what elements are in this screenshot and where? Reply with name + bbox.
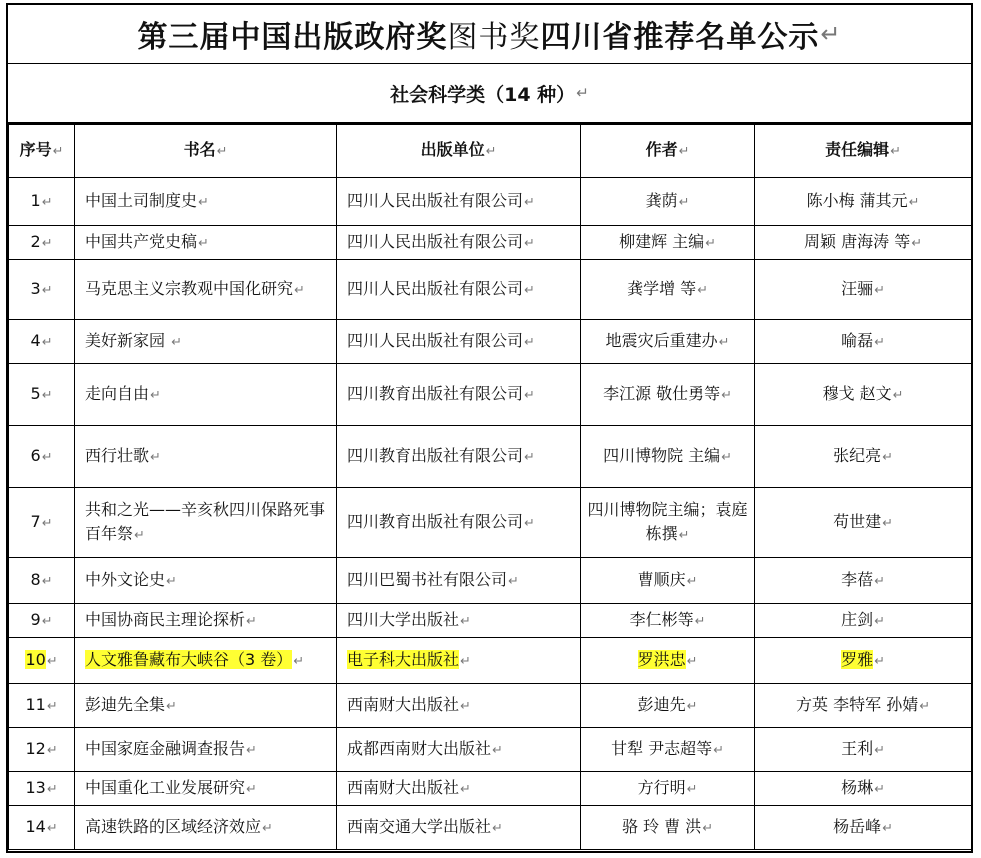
- book-title-cell: [75, 488, 337, 558]
- document-sheet: [6, 3, 973, 853]
- editor: 李蓓: [841, 569, 874, 589]
- publisher-cell: [337, 226, 581, 260]
- book-title-cell: [75, 604, 337, 638]
- paragraph-mark: ↵: [686, 781, 698, 797]
- paragraph-mark: ↵: [460, 781, 471, 797]
- paragraph-mark: ↵: [492, 742, 503, 758]
- author: 地震灾后重建办: [605, 330, 718, 350]
- paragraph-mark: ↵: [492, 820, 503, 836]
- author-cell: [581, 806, 755, 850]
- paragraph-mark: ↵: [694, 613, 706, 629]
- row-number: 4: [30, 330, 41, 350]
- publisher-cell: [337, 728, 581, 772]
- publisher: 四川人民出版社有限公司: [347, 190, 524, 210]
- book-title: 彭迪先全集: [85, 694, 166, 714]
- editor-cell: [755, 488, 972, 558]
- row-number: 8: [30, 569, 41, 589]
- paragraph-mark: ↵: [460, 653, 471, 669]
- editor-cell: [755, 684, 972, 728]
- paragraph-mark: ↵: [874, 781, 885, 797]
- row-number: 7: [30, 511, 41, 531]
- editor: 苟世建: [833, 511, 882, 531]
- paragraph-mark: ↵: [908, 194, 920, 210]
- book-title: 人文雅鲁藏布大峡谷（3 卷）: [85, 649, 293, 669]
- table-row: [9, 426, 972, 488]
- paragraph-mark: ↵: [524, 235, 535, 251]
- paragraph-mark: ↵: [718, 334, 730, 350]
- table-row: [9, 178, 972, 226]
- book-title: 高速铁路的区域经济效应: [85, 816, 262, 836]
- editor-cell: [755, 604, 972, 638]
- publisher: 四川教育出版社有限公司: [347, 511, 524, 531]
- paragraph-mark: ↵: [41, 449, 53, 465]
- table-row: [9, 260, 972, 320]
- editor-cell: [755, 728, 972, 772]
- paragraph-mark: ↵: [882, 515, 893, 531]
- author: 龚荫: [645, 190, 678, 210]
- paragraph-mark: ↵: [874, 613, 885, 629]
- row-number: 11: [25, 694, 46, 714]
- paragraph-mark: ↵: [460, 613, 471, 629]
- editor: 陈小梅 蒲其元: [806, 190, 908, 210]
- author: 曹顺庆: [637, 569, 686, 589]
- author: 柳建辉 主编: [619, 231, 705, 251]
- paragraph-mark: ↵: [46, 698, 58, 714]
- paragraph-mark: ↵: [882, 449, 893, 465]
- editor: 杨岳峰: [833, 816, 882, 836]
- paragraph-mark: ↵: [198, 235, 209, 251]
- row-number-cell: [9, 772, 75, 806]
- paragraph-mark: ↵: [705, 235, 716, 251]
- editor: 庄剑: [841, 609, 874, 629]
- book-title-cell: [75, 226, 337, 260]
- book-title: 中国土司制度史: [85, 190, 198, 210]
- paragraph-mark: ↵: [198, 194, 209, 210]
- paragraph-mark: ↵: [246, 781, 257, 797]
- paragraph-mark: ↵: [524, 449, 535, 465]
- book-title: 中外文论史: [85, 569, 166, 589]
- paragraph-mark: ↵: [293, 653, 305, 669]
- paragraph-mark: ↵: [702, 820, 713, 836]
- row-number-cell: [9, 426, 75, 488]
- category-subtitle: [8, 64, 971, 124]
- paragraph-mark: ↵: [134, 527, 145, 543]
- table-row: [9, 772, 972, 806]
- paragraph-mark: ↵: [166, 573, 177, 589]
- row-number: 6: [30, 445, 41, 465]
- author-cell: [581, 638, 755, 684]
- author: 四川博物院主编；袁庭栋撰: [587, 499, 748, 543]
- row-number: 5: [30, 383, 41, 403]
- author-cell: [581, 488, 755, 558]
- paragraph-mark: ↵: [911, 235, 922, 251]
- editor: 杨琳: [841, 777, 874, 797]
- editor: 喻磊: [841, 330, 874, 350]
- editor: 汪骊: [841, 278, 874, 298]
- paragraph-mark: ↵: [46, 820, 58, 836]
- row-number-cell: [9, 806, 75, 850]
- author-cell: [581, 178, 755, 226]
- editor: 周颖 唐海涛 等: [804, 231, 911, 251]
- publisher: 西南财大出版社: [347, 694, 460, 714]
- publisher: 成都西南财大出版社: [347, 738, 492, 758]
- publisher: 四川大学出版社: [347, 609, 460, 629]
- publisher: 四川人民出版社有限公司: [347, 231, 524, 251]
- row-number: 10: [25, 649, 46, 669]
- publisher-cell: [337, 806, 581, 850]
- author: 骆 玲 曹 洪: [622, 816, 702, 836]
- paragraph-mark: ↵: [41, 515, 53, 531]
- book-title-cell: [75, 320, 337, 364]
- paragraph-mark: ↵: [524, 282, 535, 298]
- row-number: 9: [30, 609, 41, 629]
- book-title-cell: [75, 638, 337, 684]
- paragraph-mark: ↵: [246, 742, 257, 758]
- table-row: [9, 638, 972, 684]
- book-title: 马克思主义宗教观中国化研究: [85, 278, 294, 298]
- title-part3: 四川省推荐名单公示: [540, 20, 820, 55]
- editor: 张纪亮: [833, 445, 882, 465]
- publisher-cell: [337, 638, 581, 684]
- paragraph-mark: ↵: [41, 387, 53, 403]
- table-row: [9, 364, 972, 426]
- paragraph-mark: ↵: [874, 334, 885, 350]
- paragraph-mark: ↵: [41, 194, 53, 210]
- author-cell: [581, 558, 755, 604]
- paragraph-mark: ↵: [882, 820, 893, 836]
- book-title-cell: [75, 806, 337, 850]
- author-cell: [581, 772, 755, 806]
- row-number-cell: [9, 178, 75, 226]
- paragraph-mark: ↵: [874, 653, 885, 669]
- row-number: 14: [25, 816, 46, 836]
- author-cell: [581, 426, 755, 488]
- book-title-cell: [75, 364, 337, 426]
- book-title-cell: [75, 178, 337, 226]
- header-cell: 作者↵: [581, 125, 755, 178]
- header-cell: 出版单位↵: [337, 125, 581, 178]
- editor-cell: [755, 226, 972, 260]
- table-row: [9, 226, 972, 260]
- author-cell: [581, 684, 755, 728]
- editor: 罗雅: [841, 649, 874, 669]
- publisher-cell: [337, 320, 581, 364]
- table-row: [9, 806, 972, 850]
- row-number-cell: [9, 364, 75, 426]
- editor-cell: [755, 320, 972, 364]
- paragraph-mark: ↵: [46, 781, 58, 797]
- page-title: [8, 5, 971, 64]
- category-subtitle-text: 社会科学类（14 种）: [390, 83, 576, 106]
- paragraph-mark: ↵: [46, 653, 58, 669]
- table-row: [9, 684, 972, 728]
- table-row: [9, 558, 972, 604]
- paragraph-mark: ↵: [508, 573, 519, 589]
- paragraph-mark: ↵: [686, 653, 698, 669]
- editor-cell: [755, 260, 972, 320]
- author: 李江源 敬仕勇等: [603, 383, 721, 403]
- paragraph-mark: ↵: [41, 282, 53, 298]
- paragraph-mark: ↵: [576, 84, 589, 102]
- editor: 穆戈 赵文: [822, 383, 892, 403]
- paragraph-mark: ↵: [262, 820, 273, 836]
- editor: 王利: [841, 738, 874, 758]
- book-title-cell: [75, 260, 337, 320]
- row-number-cell: [9, 320, 75, 364]
- paragraph-mark: ↵: [919, 698, 930, 714]
- author-cell: [581, 364, 755, 426]
- table-row: [9, 728, 972, 772]
- author-cell: [581, 604, 755, 638]
- book-title: 西行壮歌: [85, 445, 150, 465]
- author: 甘犁 尹志超等: [611, 738, 713, 758]
- publisher: 四川巴蜀书社有限公司: [347, 569, 508, 589]
- paragraph-mark: ↵: [41, 573, 53, 589]
- title-part2: 图书奖: [447, 20, 541, 55]
- row-number-cell: [9, 604, 75, 638]
- paragraph-mark: ↵: [294, 282, 305, 298]
- paragraph-mark: ↵: [41, 334, 53, 350]
- publisher-cell: [337, 260, 581, 320]
- paragraph-mark: ↵: [171, 334, 182, 350]
- editor-cell: [755, 772, 972, 806]
- table-row: [9, 604, 972, 638]
- row-number: 2: [30, 231, 41, 251]
- paragraph-mark: ↵: [150, 449, 161, 465]
- editor-cell: [755, 638, 972, 684]
- editor-cell: [755, 178, 972, 226]
- author: 李仁彬等: [629, 609, 694, 629]
- publisher-cell: [337, 558, 581, 604]
- book-title: 中国家庭金融调查报告: [85, 738, 246, 758]
- editor-cell: [755, 806, 972, 850]
- paragraph-mark: ↵: [524, 387, 535, 403]
- publisher-cell: [337, 426, 581, 488]
- table-header-row: [9, 125, 972, 178]
- paragraph-mark: ↵: [246, 613, 257, 629]
- paragraph-mark: ↵: [721, 387, 732, 403]
- editor: 方英 李特军 孙婧: [796, 694, 919, 714]
- header-cell: 书名↵: [75, 125, 337, 178]
- book-title: 共和之光——辛亥秋四川保路死事百年祭: [85, 499, 326, 543]
- paragraph-mark: ↵: [460, 698, 471, 714]
- paragraph-mark: ↵: [874, 282, 885, 298]
- book-title: 走向自由: [85, 383, 150, 403]
- paragraph-mark: ↵: [524, 194, 535, 210]
- book-title-cell: [75, 728, 337, 772]
- row-number-cell: [9, 558, 75, 604]
- row-number: 12: [25, 738, 46, 758]
- author: 方行明: [637, 777, 686, 797]
- table-row: [9, 320, 972, 364]
- publisher: 西南财大出版社: [347, 777, 460, 797]
- publisher-cell: [337, 772, 581, 806]
- author: 彭迪先: [637, 694, 686, 714]
- book-title: 美好新家园: [85, 330, 171, 350]
- book-title: 中国协商民主理论探析: [85, 609, 246, 629]
- publisher: 西南交通大学出版社: [347, 816, 492, 836]
- publisher: 四川教育出版社有限公司: [347, 383, 524, 403]
- row-number-cell: [9, 638, 75, 684]
- author-cell: [581, 320, 755, 364]
- row-number-cell: [9, 226, 75, 260]
- publisher-cell: [337, 178, 581, 226]
- row-number: 3: [30, 278, 41, 298]
- row-number: 13: [25, 777, 46, 797]
- book-title-cell: [75, 426, 337, 488]
- header-cell: 责任编辑↵: [755, 125, 972, 178]
- book-title-cell: [75, 684, 337, 728]
- book-title-cell: [75, 772, 337, 806]
- paragraph-mark: ↵: [820, 20, 842, 48]
- row-number-cell: [9, 728, 75, 772]
- book-title: 中国共产党史稿: [85, 231, 198, 251]
- editor-cell: [755, 558, 972, 604]
- editor-cell: [755, 364, 972, 426]
- author-cell: [581, 728, 755, 772]
- paragraph-mark: ↵: [697, 282, 708, 298]
- publisher-cell: [337, 684, 581, 728]
- editor-cell: [755, 426, 972, 488]
- header-cell: 序号↵: [9, 125, 75, 178]
- publisher: 电子科大出版社: [347, 649, 460, 669]
- paragraph-mark: ↵: [678, 527, 690, 543]
- book-title: 中国重化工业发展研究: [85, 777, 246, 797]
- row-number-cell: [9, 260, 75, 320]
- row-number: 1: [30, 190, 41, 210]
- row-number-cell: [9, 488, 75, 558]
- table-row: [9, 488, 972, 558]
- paragraph-mark: ↵: [713, 742, 724, 758]
- author: 四川博物院 主编: [603, 445, 721, 465]
- title-part1: 第三届中国出版政府奖: [137, 20, 448, 55]
- author-cell: [581, 226, 755, 260]
- author: 龚学增 等: [627, 278, 697, 298]
- paragraph-mark: ↵: [874, 742, 885, 758]
- author-cell: [581, 260, 755, 320]
- publisher: 四川教育出版社有限公司: [347, 445, 524, 465]
- publisher-cell: [337, 604, 581, 638]
- paragraph-mark: ↵: [524, 515, 535, 531]
- paragraph-mark: ↵: [166, 698, 177, 714]
- publisher-cell: [337, 488, 581, 558]
- paragraph-mark: ↵: [721, 449, 732, 465]
- paragraph-mark: ↵: [46, 742, 58, 758]
- publisher-cell: [337, 364, 581, 426]
- paragraph-mark: ↵: [686, 698, 698, 714]
- paragraph-mark: ↵: [41, 613, 53, 629]
- publisher: 四川人民出版社有限公司: [347, 330, 524, 350]
- recommendation-table: [8, 124, 972, 850]
- paragraph-mark: ↵: [524, 334, 535, 350]
- paragraph-mark: ↵: [678, 194, 690, 210]
- paragraph-mark: ↵: [41, 235, 53, 251]
- publisher: 四川人民出版社有限公司: [347, 278, 524, 298]
- paragraph-mark: ↵: [686, 573, 698, 589]
- row-number-cell: [9, 684, 75, 728]
- paragraph-mark: ↵: [874, 573, 885, 589]
- paragraph-mark: ↵: [150, 387, 161, 403]
- paragraph-mark: ↵: [892, 387, 904, 403]
- author: 罗洪忠: [637, 649, 686, 669]
- book-title-cell: [75, 558, 337, 604]
